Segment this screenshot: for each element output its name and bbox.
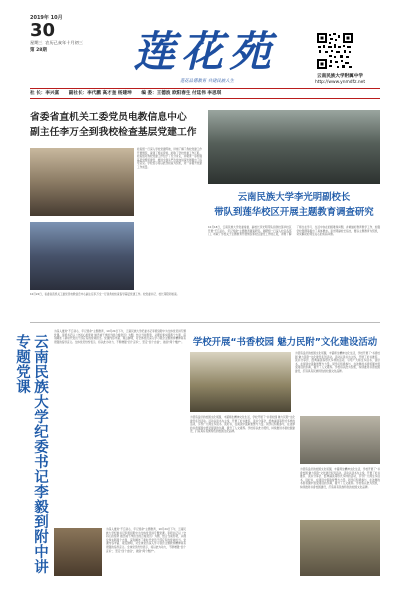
lunar-date: 农历己亥年十月初三 <box>45 40 83 45</box>
article3-body: 为深入推进“不忘初心、牢记使命”主题教育，10月24日下午，云南民族大学纪委书记李毅到附中为全体党员讲专题党课。李毅书记以《守初心担使命 做忠诚干净担当的合格党员》为题，结合当前形势，从理论和实践两个方面，深刻阐述了新时代党员干部应有的使命担当。党课内容丰富、观点鲜明，对全体党员深入学习领会主题教育精神具有很强的指导意义。全体党员纷纷表示，将以此为动力，不断增强“四个意识”，坚定“四个自信”，做到“两个维护”。 <box>54 330 186 344</box>
credits-top-rule <box>30 88 380 89</box>
school-name: 云南民族大学附属中学 <box>317 74 363 79</box>
article2-headline-line2: 带队到莲华校区开展主题教育调查研究 <box>214 207 374 218</box>
article1-headline-line1: 省委省直机关工委党员电教信息中心 <box>30 112 187 123</box>
article4-headline: 学校开展“书香校园 魅力民附”文化建设活动 <box>192 337 378 348</box>
article1-photo-meeting <box>30 148 134 216</box>
article3-photo-lecture <box>54 528 102 576</box>
date-line: 2019年 10月 <box>30 15 63 21</box>
newspaper-slogan: 莲花品德教育 共建民族人生 <box>179 79 235 84</box>
credits-bottom-rule <box>30 98 380 99</box>
date-day: 30 <box>30 20 56 41</box>
article4-body-mid: 为营造良好的校园文化氛围，丰富师生精神文化生活，学校开展了“书香校园 魅力民附”文化建设系列活动。活动以读书为主线，开展了好书推荐、读书分享会、经典诵读等形式多样的活动，引导广大师生多读书、读好书，在阅读中汲取智慧与力量。同学们积极参与，在浓厚的书香氛围中感受阅读的乐趣，提升了人文素养。学校将以此为契机，持续推进书香校园建设，打造具有民族特色的校园文化品牌。 <box>300 468 380 489</box>
credits-bar <box>30 90 380 97</box>
article2-body: 10月18日，云南民族大学党委常委、副校长李光明带队到我校莲华校区开展“不忘初心、牢记使命”主题教育调查研究。调研组一行深入校区各部门，听取了学校关于主题教育开展情况和校区建设工作的汇报，详细了解了师生在学习、生活中存在的困难和问题，并就做好教育教学工作、加强学校管理等提出了具体要求。李光明副校长指出，要以主题教育为契机，切实解决好师生关心的实际问题。 <box>208 226 380 237</box>
article1-headline-line2: 副主任李万全到我校检查基层党建工作 <box>30 127 197 138</box>
article2-photo-survey <box>208 110 380 184</box>
school-website[interactable]: http://www.ynmdfz.net <box>314 80 366 85</box>
credit-deputy: 副社长：李代鹏 高才奎 杨建坤 <box>68 91 132 96</box>
article4-photo-reading <box>190 352 291 412</box>
article3-headline: 云南民族大学纪委书记李毅到附中讲专题党课 <box>14 334 48 574</box>
date-block <box>30 14 100 64</box>
article2-headline-line1: 云南民族大学李光明副校长 <box>237 192 351 203</box>
article1-headline <box>30 110 202 140</box>
article4-photo-library <box>300 416 380 464</box>
article4-body: 为营造良好的校园文化氛围，丰富师生精神文化生活，学校开展了“书香校园 魅力民附”文化建设系列活动。活动以读书为主线，开展了好书推荐、读书分享会、经典诵读等形式多样的活动，引导广大师生多读书、读好书，在阅读中汲取智慧与力量。同学们积极参与，在浓厚的书香氛围中感受阅读的乐趣，提升了人文素养。学校将以此为契机，持续推进书香校园建设，打造具有民族特色的校园文化品牌。 <box>190 416 295 434</box>
qr-code <box>316 32 354 70</box>
credit-publisher: 社 长：李兴富 <box>30 91 60 96</box>
article2-headline <box>208 190 380 220</box>
article1-photo-visit <box>30 222 134 290</box>
article3-body-tail: 为深入推进“不忘初心、牢记使命”主题教育，10月24日下午，云南民族大学纪委书记李毅到附中为全体党员讲专题党课。李毅书记以《守初心担使命 做忠诚干净担当的合格党员》为题，结合当前形势，从理论和实践两个方面，深刻阐述了新时代党员干部应有的使命担当。党课内容丰富、观点鲜明，对全体党员深入学习领会主题教育精神具有很强的指导意义。全体党员纷纷表示，将以此为动力，不断增强“四个意识”，坚定“四个自信”，做到“两个维护”。 <box>106 528 186 553</box>
article4-body-top: 为营造良好的校园文化氛围，丰富师生精神文化生活，学校开展了“书香校园 魅力民附”文化建设系列活动。活动以读书为主线，开展了好书推荐、读书分享会、经典诵读等形式多样的活动，引导广大师生多读书、读好书，在阅读中汲取智慧与力量。同学们积极参与，在浓厚的书香氛围中感受阅读的乐趣，提升了人文素养。学校将以此为契机，持续推进书香校园建设，打造具有民族特色的校园文化品牌。 <box>295 352 380 373</box>
article1-intro: 10月24日，省委省直机关工委党员电教信息中心副主任李万全一行到我校检查指导基层党建工作。校党委书记、校长等陪同检查。 <box>30 293 180 296</box>
section-divider <box>30 322 380 323</box>
newspaper-title: 莲花苑 <box>132 27 277 76</box>
article1-body: 检查组一行深入学校党建阵地，详细了解了我校党建工作开展情况，查阅了相关资料，听取了学校党委工作汇报。检查组对我校党建工作给予了充分肯定，并就进一步加强基层党组织建设、推进全面从严治党向纵深发展提出了指导意见。学校表示将以此次检查为契机，进一步提升党建工作质量。 <box>137 148 202 169</box>
weekday: 星期三 <box>30 40 43 45</box>
credit-editors: 编 委：王德波 欧阳春生 付廷伟 李思琪 <box>141 91 222 96</box>
article4-photo-students <box>300 520 380 576</box>
issue-number: 第 28期 <box>30 48 47 53</box>
